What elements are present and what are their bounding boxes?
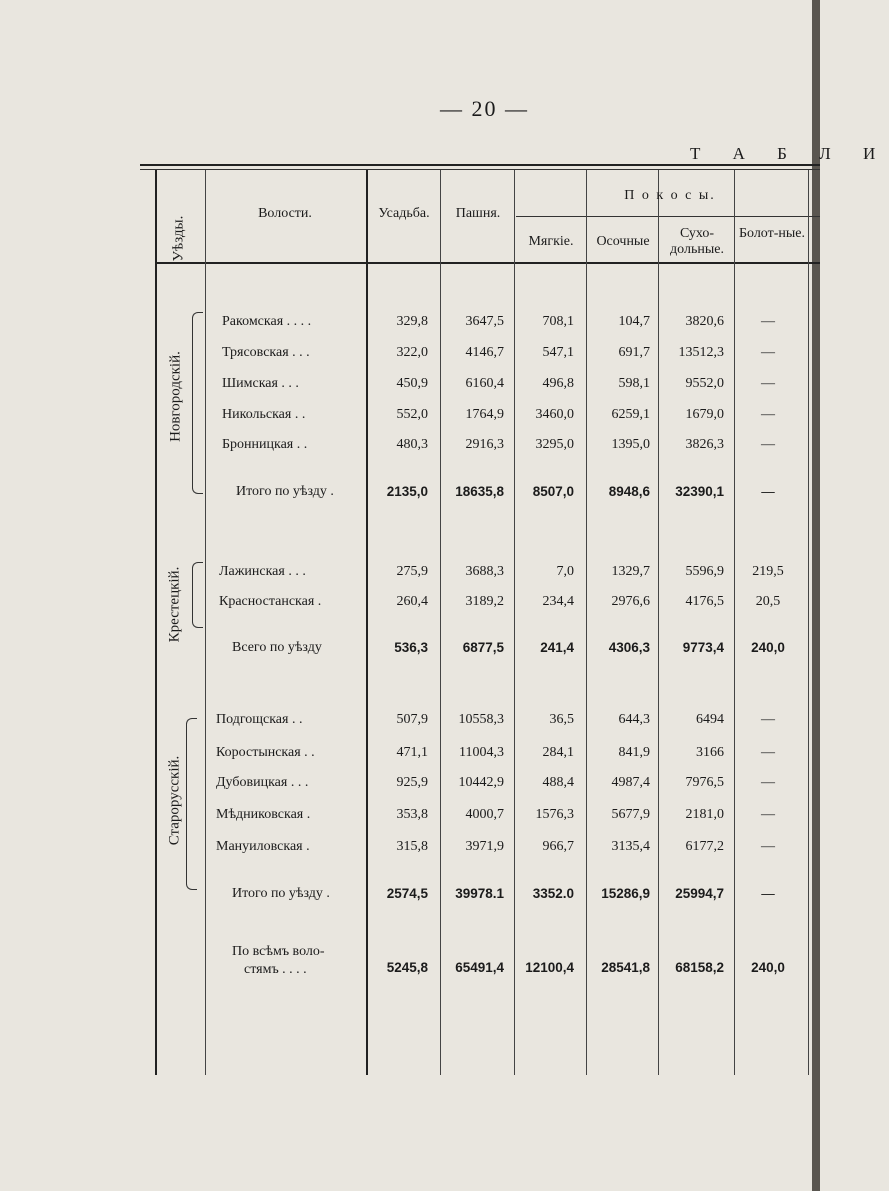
usadba-cell: 315,8 xyxy=(396,839,428,854)
usadba-cell: 507,9 xyxy=(396,712,428,727)
bolotnye-cell: — xyxy=(761,745,775,760)
pashnya-cell: 3971,9 xyxy=(465,839,504,854)
bolotnye-cell: 240,0 xyxy=(751,960,785,975)
myagkie-cell: 3460,0 xyxy=(535,407,574,422)
osochnye-cell: 28541,8 xyxy=(601,960,650,975)
volost-name: Красностанская . xyxy=(219,594,322,609)
usadba-cell: 322,0 xyxy=(396,345,428,360)
usadba-cell: 552,0 xyxy=(396,407,428,422)
myagkie-cell: 3352.0 xyxy=(532,886,574,901)
volost-name: Мѣдниковская . xyxy=(216,807,311,822)
usadba-cell: 275,9 xyxy=(396,564,428,579)
usadba-cell: 2574,5 xyxy=(386,886,428,901)
column-line xyxy=(658,170,659,1075)
usadba-cell: 329,8 xyxy=(396,314,428,329)
myagkie-cell: 12100,4 xyxy=(525,960,574,975)
bolotnye-cell: — xyxy=(761,376,775,391)
myagkie-cell: 488,4 xyxy=(542,775,574,790)
volost-name: Шимская . . . xyxy=(222,376,299,391)
bolotnye-cell: — xyxy=(761,314,775,329)
table-row xyxy=(0,433,820,457)
total-row xyxy=(0,480,820,504)
table-row xyxy=(0,741,820,765)
sukhodolnye-cell: 2181,0 xyxy=(685,807,724,822)
header-sukhodolnye: Сухо-дольные. xyxy=(670,226,724,257)
header-volosti: Волости. xyxy=(258,206,312,221)
grand-total-label-line1: По всѣмъ воло- xyxy=(232,944,325,959)
table-row xyxy=(0,560,820,584)
usadba-cell: 450,9 xyxy=(396,376,428,391)
sukhodolnye-cell: 32390,1 xyxy=(675,484,724,499)
header-usadba: Усадьба. xyxy=(378,206,430,221)
total-label: Итого по уѣзду . xyxy=(236,484,334,499)
header-myagkie: Мягкіе. xyxy=(528,234,574,249)
total-row xyxy=(0,882,820,906)
pashnya-cell: 3647,5 xyxy=(465,314,504,329)
total-label: Всего по уѣзду xyxy=(232,640,322,655)
table-row xyxy=(0,372,820,396)
myagkie-cell: 496,8 xyxy=(542,376,574,391)
myagkie-cell: 234,4 xyxy=(542,594,574,609)
pashnya-cell: 6877,5 xyxy=(462,640,504,655)
osochnye-cell: 1395,0 xyxy=(611,437,650,452)
header-osochnye: Осочные xyxy=(596,234,650,249)
sukhodolnye-cell: 3826,3 xyxy=(685,437,724,452)
osochnye-cell: 2976,6 xyxy=(611,594,650,609)
usadba-cell: 260,4 xyxy=(396,594,428,609)
top-rule xyxy=(140,164,820,166)
grand-total-label-line2: стямъ . . . . xyxy=(244,962,307,977)
osochnye-cell: 4987,4 xyxy=(611,775,650,790)
usadba-cell: 471,1 xyxy=(396,745,428,760)
pashnya-cell: 3688,3 xyxy=(465,564,504,579)
top-rule-thin xyxy=(140,169,820,170)
header-rule xyxy=(155,262,820,264)
bolotnye-cell: — xyxy=(761,712,775,727)
sukhodolnye-cell: 3820,6 xyxy=(685,314,724,329)
usadba-cell: 925,9 xyxy=(396,775,428,790)
volost-name: Мануиловская . xyxy=(216,839,310,854)
table-row xyxy=(0,403,820,427)
usadba-cell: 353,8 xyxy=(396,807,428,822)
osochnye-cell: 104,7 xyxy=(618,314,650,329)
osochnye-cell: 598,1 xyxy=(618,376,650,391)
column-line xyxy=(366,170,368,1075)
bolotnye-cell: — xyxy=(761,839,775,854)
pashnya-cell: 2916,3 xyxy=(465,437,504,452)
grand-total-row xyxy=(0,946,820,990)
table-row xyxy=(0,708,820,732)
header-pokosy: П о к о с ы. xyxy=(624,188,716,203)
bolotnye-cell: 219,5 xyxy=(752,564,784,579)
total-row xyxy=(0,636,820,660)
myagkie-cell: 284,1 xyxy=(542,745,574,760)
column-line xyxy=(734,170,735,1075)
sukhodolnye-cell: 5596,9 xyxy=(685,564,724,579)
usadba-cell: 480,3 xyxy=(396,437,428,452)
sukhodolnye-cell: 68158,2 xyxy=(675,960,724,975)
table-row xyxy=(0,835,820,859)
pashnya-cell: 4000,7 xyxy=(465,807,504,822)
column-line xyxy=(514,170,515,1075)
bolotnye-cell: 240,0 xyxy=(751,640,785,655)
pashnya-cell: 39978.1 xyxy=(455,886,504,901)
osochnye-cell: 841,9 xyxy=(618,745,650,760)
bolotnye-cell: — xyxy=(761,886,775,901)
myagkie-cell: 1576,3 xyxy=(535,807,574,822)
sukhodolnye-cell: 1679,0 xyxy=(685,407,724,422)
myagkie-cell: 8507,0 xyxy=(532,484,574,499)
usadba-cell: 2135,0 xyxy=(386,484,428,499)
osochnye-cell: 6259,1 xyxy=(611,407,650,422)
sukhodolnye-cell: 6494 xyxy=(696,712,724,727)
pashnya-cell: 10558,3 xyxy=(458,712,504,727)
sukhodolnye-cell: 7976,5 xyxy=(685,775,724,790)
volost-name: Лажинская . . . xyxy=(219,564,306,579)
osochnye-cell: 1329,7 xyxy=(611,564,650,579)
usadba-cell: 5245,8 xyxy=(386,960,428,975)
column-line xyxy=(808,170,809,1075)
myagkie-cell: 36,5 xyxy=(549,712,574,727)
pashnya-cell: 6160,4 xyxy=(465,376,504,391)
header-pashnya: Пашня. xyxy=(455,206,501,221)
sukhodolnye-cell: 3166 xyxy=(696,745,724,760)
bolotnye-cell: — xyxy=(761,407,775,422)
osochnye-cell: 5677,9 xyxy=(611,807,650,822)
myagkie-cell: 547,1 xyxy=(542,345,574,360)
pashnya-cell: 3189,2 xyxy=(465,594,504,609)
table-heading: Т А Б Л И xyxy=(690,144,889,163)
sukhodolnye-cell: 4176,5 xyxy=(685,594,724,609)
volost-name: Никольская . . xyxy=(222,407,306,422)
pashnya-cell: 10442,9 xyxy=(458,775,504,790)
myagkie-cell: 966,7 xyxy=(542,839,574,854)
pashnya-cell: 1764,9 xyxy=(465,407,504,422)
column-line xyxy=(205,170,206,1075)
bolotnye-cell: 20,5 xyxy=(755,594,781,609)
myagkie-cell: 3295,0 xyxy=(535,437,574,452)
volost-name: Коростынская . . xyxy=(216,745,315,760)
uezd-krestetsky: Крестецкій. xyxy=(166,566,183,643)
osochnye-cell: 691,7 xyxy=(618,345,650,360)
page-number: — 20 — xyxy=(440,96,529,121)
uezd-novgorodsky: Новгородскій. xyxy=(167,351,184,442)
sukhodolnye-cell: 6177,2 xyxy=(685,839,724,854)
osochnye-cell: 8948,6 xyxy=(608,484,650,499)
sukhodolnye-cell: 13512,3 xyxy=(678,345,724,360)
osochnye-cell: 3135,4 xyxy=(611,839,650,854)
pashnya-cell: 18635,8 xyxy=(455,484,504,499)
column-line xyxy=(440,170,441,1075)
table-row xyxy=(0,590,820,614)
bolotnye-cell: — xyxy=(761,345,775,360)
sukhodolnye-cell: 9773,4 xyxy=(682,640,724,655)
osochnye-cell: 4306,3 xyxy=(608,640,650,655)
volost-name: Бронницкая . . xyxy=(222,437,308,452)
column-line xyxy=(155,170,157,1075)
volost-name: Трясовская . . . xyxy=(222,345,310,360)
column-line xyxy=(586,170,587,1075)
table-row xyxy=(0,803,820,827)
bolotnye-cell: — xyxy=(761,437,775,452)
bolotnye-cell: — xyxy=(761,484,775,499)
table-row xyxy=(0,771,820,795)
pashnya-cell: 4146,7 xyxy=(465,345,504,360)
pashnya-cell: 65491,4 xyxy=(455,960,504,975)
myagkie-cell: 241,4 xyxy=(540,640,574,655)
bolotnye-cell: — xyxy=(761,807,775,822)
total-label: Итого по уѣзду . xyxy=(232,886,330,901)
table-row xyxy=(0,310,820,334)
osochnye-cell: 644,3 xyxy=(618,712,650,727)
pokosy-rule xyxy=(516,216,820,217)
volost-name: Подгощская . . xyxy=(216,712,303,727)
pashnya-cell: 11004,3 xyxy=(459,745,504,760)
uezd-starorussky: Старорусскій. xyxy=(166,755,183,846)
bolotnye-cell: — xyxy=(761,775,775,790)
header-bolotnye: Болот-ные. xyxy=(738,226,806,241)
volost-name: Дубовицкая . . . xyxy=(216,775,309,790)
sukhodolnye-cell: 25994,7 xyxy=(675,886,724,901)
myagkie-cell: 7,0 xyxy=(556,564,574,579)
header-uezdy: Уѣзды. xyxy=(170,215,187,262)
volost-name: Ракомская . . . . xyxy=(222,314,312,329)
osochnye-cell: 15286,9 xyxy=(601,886,650,901)
table-row xyxy=(0,341,820,365)
myagkie-cell: 708,1 xyxy=(542,314,574,329)
usadba-cell: 536,3 xyxy=(394,640,428,655)
sukhodolnye-cell: 9552,0 xyxy=(685,376,724,391)
